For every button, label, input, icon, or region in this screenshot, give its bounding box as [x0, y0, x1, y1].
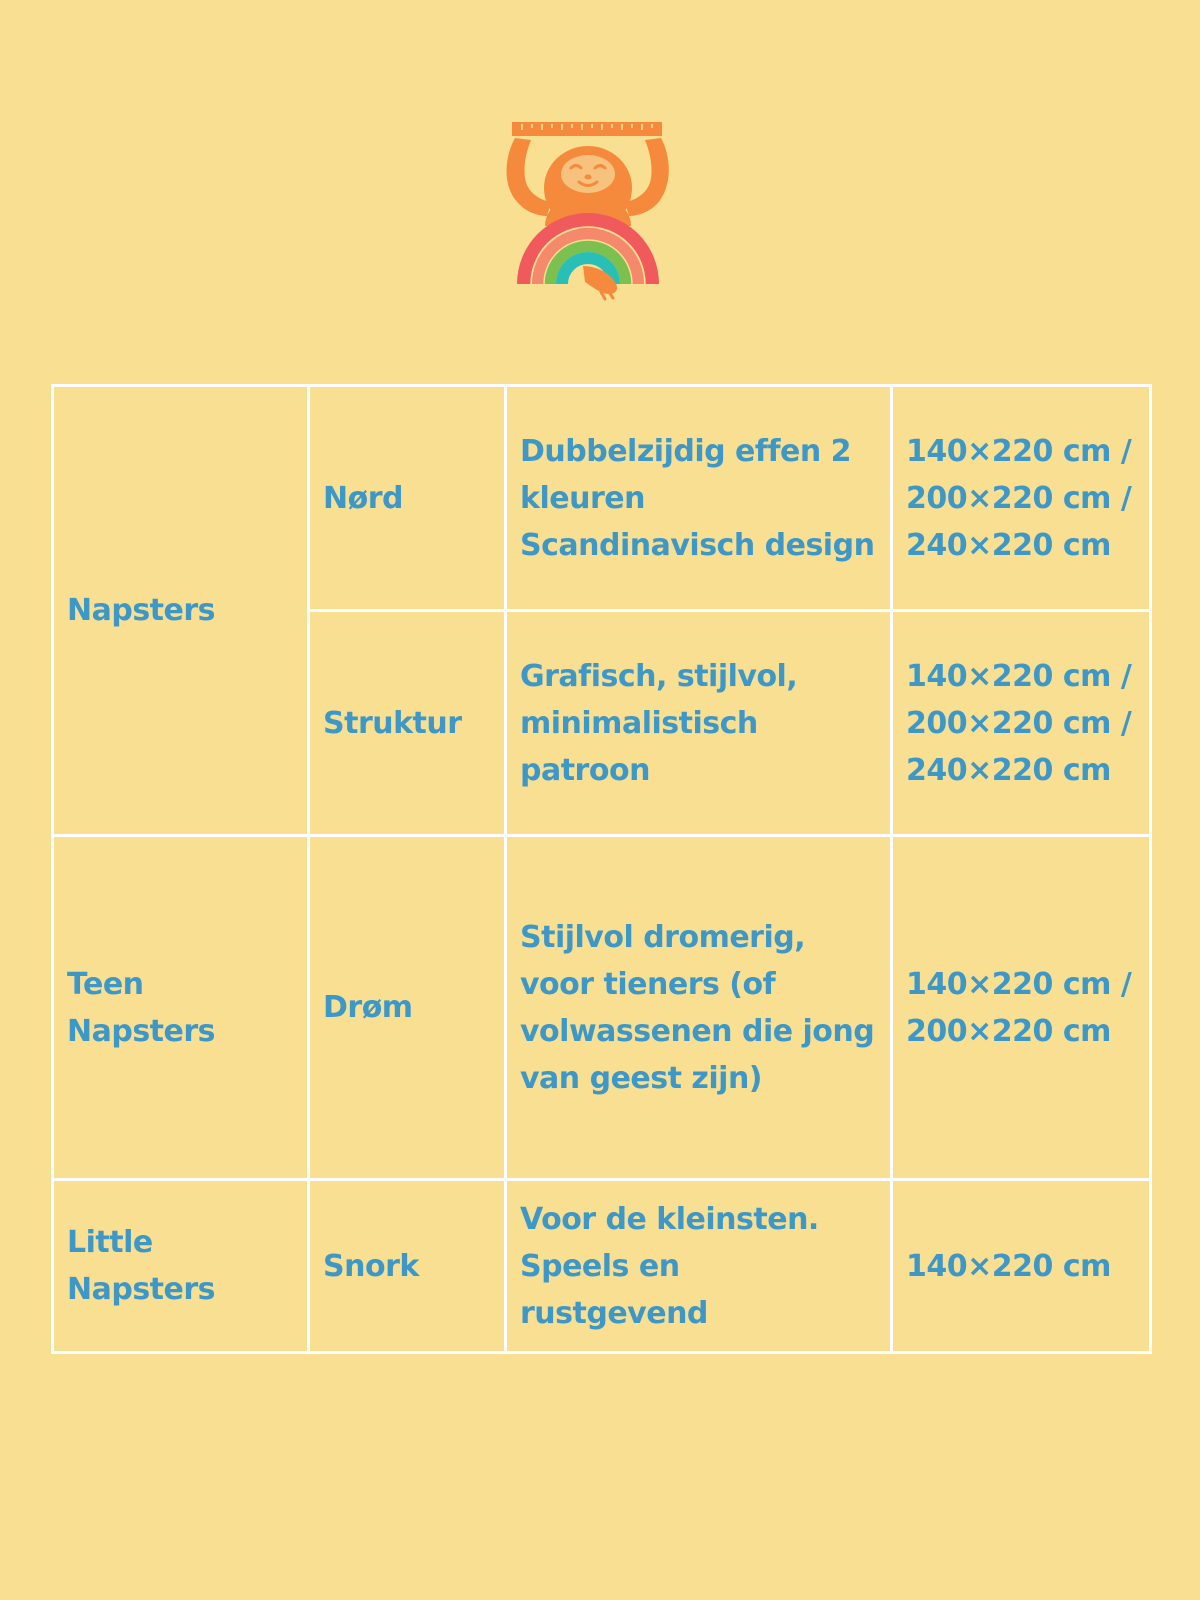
model-cell: Drøm: [309, 836, 506, 1180]
sizes-cell: 140×220 cm: [892, 1180, 1151, 1353]
description-cell: Grafisch, stijlvol, minimalistisch patroon: [506, 611, 892, 836]
sloth-face: [561, 155, 615, 193]
description-cell: Stijlvol dromerig, voor tieners (of volwassenen die jong van geest zijn): [506, 836, 892, 1180]
table-row: [53, 836, 1151, 1180]
ruler-shape: [512, 122, 662, 136]
line-cell: Teen Napsters: [53, 836, 309, 1180]
line-cell: Little Napsters: [53, 1180, 309, 1353]
description-cell: Voor de kleinsten. Speels en rustgevend: [506, 1180, 892, 1353]
line-cell: Napsters: [53, 386, 309, 836]
model-cell: Snork: [309, 1180, 506, 1353]
table-row: [53, 386, 1151, 611]
sloth-rainbow-logo-icon: [505, 116, 685, 302]
sizes-cell: 140×220 cm / 200×220 cm / 240×220 cm: [892, 386, 1151, 611]
sizes-cell: 140×220 cm / 200×220 cm / 240×220 cm: [892, 611, 1151, 836]
model-cell: Nørd: [309, 386, 506, 611]
sizes-cell: 140×220 cm / 200×220 cm: [892, 836, 1151, 1180]
sloth-nose: [585, 175, 592, 180]
model-cell: Struktur: [309, 611, 506, 836]
table-row: [53, 1180, 1151, 1353]
description-cell: Dubbelzijdig effen 2 kleuren Scandinavisch design: [506, 386, 892, 611]
collection-table: [51, 384, 1152, 1354]
